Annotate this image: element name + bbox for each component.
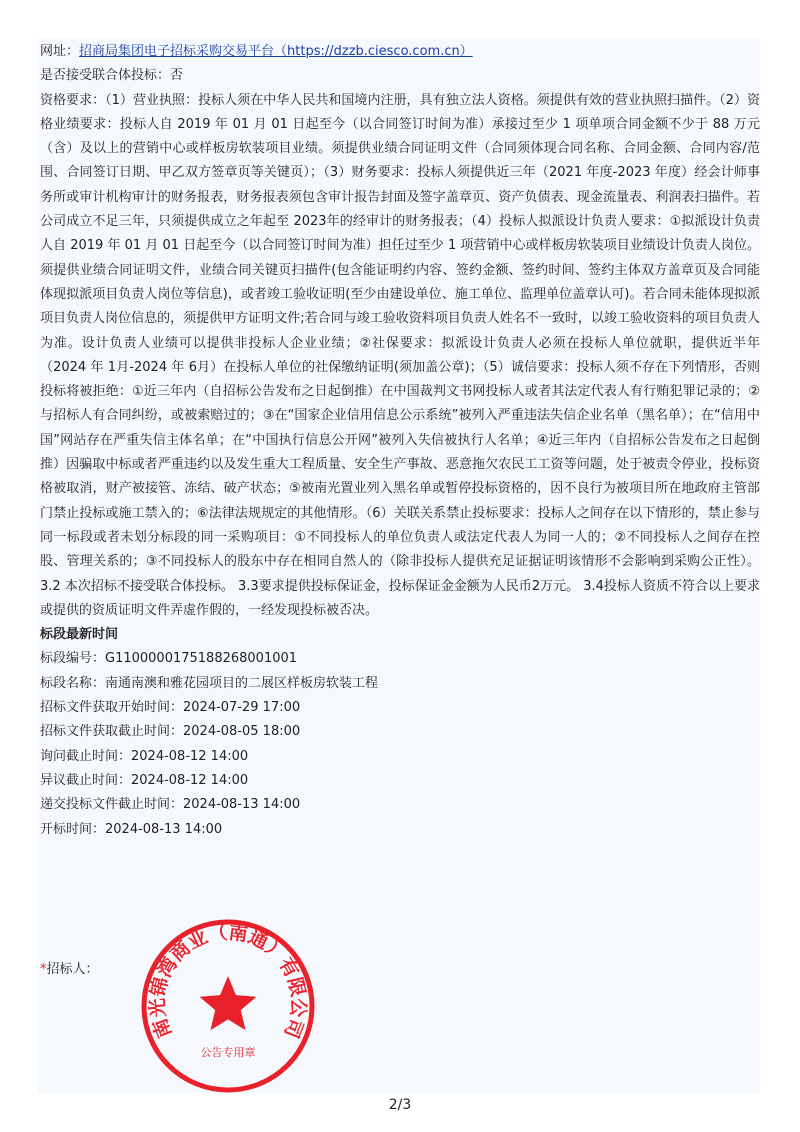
seal-star-icon	[200, 976, 257, 1030]
website-label: 网址：	[40, 44, 80, 59]
website-link[interactable]: 招商局集团电子招标采购交易平台（https://dzzb.ciesco.com.cn）	[79, 44, 473, 59]
document-body	[40, 40, 760, 842]
doc-start-time: 招标文件获取开始时间：2024-07-29 17:00	[40, 700, 301, 716]
seal-caption: 公告专用章	[200, 1046, 256, 1059]
doc-end-time: 招标文件获取截止时间：2024-08-05 18:00	[40, 724, 301, 740]
inquiry-end-time: 询问截止时间：2024-08-12 14:00	[40, 748, 249, 764]
required-mark: *	[40, 962, 47, 977]
page-number: 2/3	[388, 1097, 412, 1113]
tenderer-label: 招标人：	[46, 962, 99, 977]
website-line	[40, 40, 760, 64]
tender-name: 标段名称：南通南澳和雅花园项目的二展区样板房软装工程	[40, 675, 379, 691]
opening-time: 开标时间：2024-08-13 14:00	[40, 821, 223, 837]
tender-code: 标段编号：G1100000175188268001001	[40, 651, 298, 667]
qualification-paragraph: 资格要求：（1）营业执照：投标人须在中华人民共和国境内注册，具有独立法人资格。须提供有效的营业执照扫描件。（2）资格业绩要求：投标人自 2019 年 01 月 01 日起至今（以合同签订时间为准）承接过至少 1 项单项合同金额不少于 88 万元（含）及以上的营销中心或样板房软装项目业绩。须提供业绩合同证明文件（合同须体现合同名称、合同金额、合同内容/范围、合同签订日期、甲乙双方签章页等关键页）；（3）财务要求：投标人须提供近三年（2021 年度-2023 年度）经会计师事务所或审计机构审计的财务报表，财务报表须包含审计报告封面及签字盖章页、资产负债表、现金流量表、利润表扫描件。若公司成立不足三年，只须提供成立之年起至 2023年的经审计的财务报表；（4）投标人拟派设计负责人要求：①拟派设计负责人自 2019 年 01 月 01 日起至今（以合同签订时间为准）担任过至少 1 项营销中心或样板房软装项目业绩设计负责人岗位。须提供业绩合同证明文件，业绩合同关键页扫描件(包含能证明约内容、签约金额、签约时间、签约主体双方盖章页及合同能体现拟派项目负责人岗位等信息)，或者竣工验收证明(至少由建设单位、施工单位、监理单位盖章认可)。若合同未能体现拟派项目负责人岗位信息的，须提供甲方证明文件;若合同与竣工验收资料项目负责人姓名不一致时，以竣工验收资料的项目负责人为准。设计负责人业绩可以提供非投标人企业业绩；②社保要求：拟派设计负责人必须在投标人单位就职，提供近半年（2024 年 1月-2024 年 6月）在投标人单位的社保缴纳证明(须加盖公章)；（5）诚信要求：投标人须不存在下列情形，否则投标将被拒绝：①近三年内（自招标公告发布之日起倒推）在中国裁判文书网投标人或者其法定代表人有行贿犯罪记录的；②与招标人有合同纠纷，或被索赔过的；③在“国家企业信用信息公示系统”被列入严重违法失信企业名单（黑名单）；在“信用中国”网站存在严重失信主体名单；在“中国执行信息公开网”被列入失信被执行人名单；④近三年内（自招标公告发布之日起倒推）因骗取中标或者严重违约以及发生重大工程质量、安全生产事故、恶意拖欠农民工工资等问题，处于被责令停业，投标资格被取消，财产被接管、冻结、破产状态；⑤被南光置业列入黑名单或暂停投标资格的，因不良行为被项目所在地政府主管部门禁止投标或施工禁入的；⑥法律法规规定的其他情形。（6）关联关系禁止投标要求：投标人之间存在以下情形的，禁止参与同一标段或者未划分标段的同一采购项目：①不同投标人的单位负责人或法定代表人为同一人的；②不同投标人之间存在控股、管理关系的；③不同投标人的股东中存在相同自然人的（除非投标人提供充足证据证明该情形不会影响到采购公正性）。 3.2 本次招标不接受联合体投标。 3.3要求提供投标保证金，投标保证金金额为人民币2万元。 3.4投标人资质不符合以上要求或提供的资质证明文件弄虚作假的，一经发现投标被否决。	[40, 92, 760, 618]
submit-end-time: 递交投标文件截止时间：2024-08-13 14:00	[40, 797, 301, 813]
joint-bid-line: 是否接受联合体投标：否	[40, 68, 184, 84]
tenderer-label-line	[40, 958, 99, 982]
objection-end-time: 异议截止时间：2024-08-12 14:00	[40, 772, 249, 788]
official-seal-stamp	[138, 916, 318, 1096]
section-title: 标段最新时间	[40, 627, 119, 643]
seal-company-text: 南光锦湾商业（南通）有限公司	[146, 921, 310, 1041]
